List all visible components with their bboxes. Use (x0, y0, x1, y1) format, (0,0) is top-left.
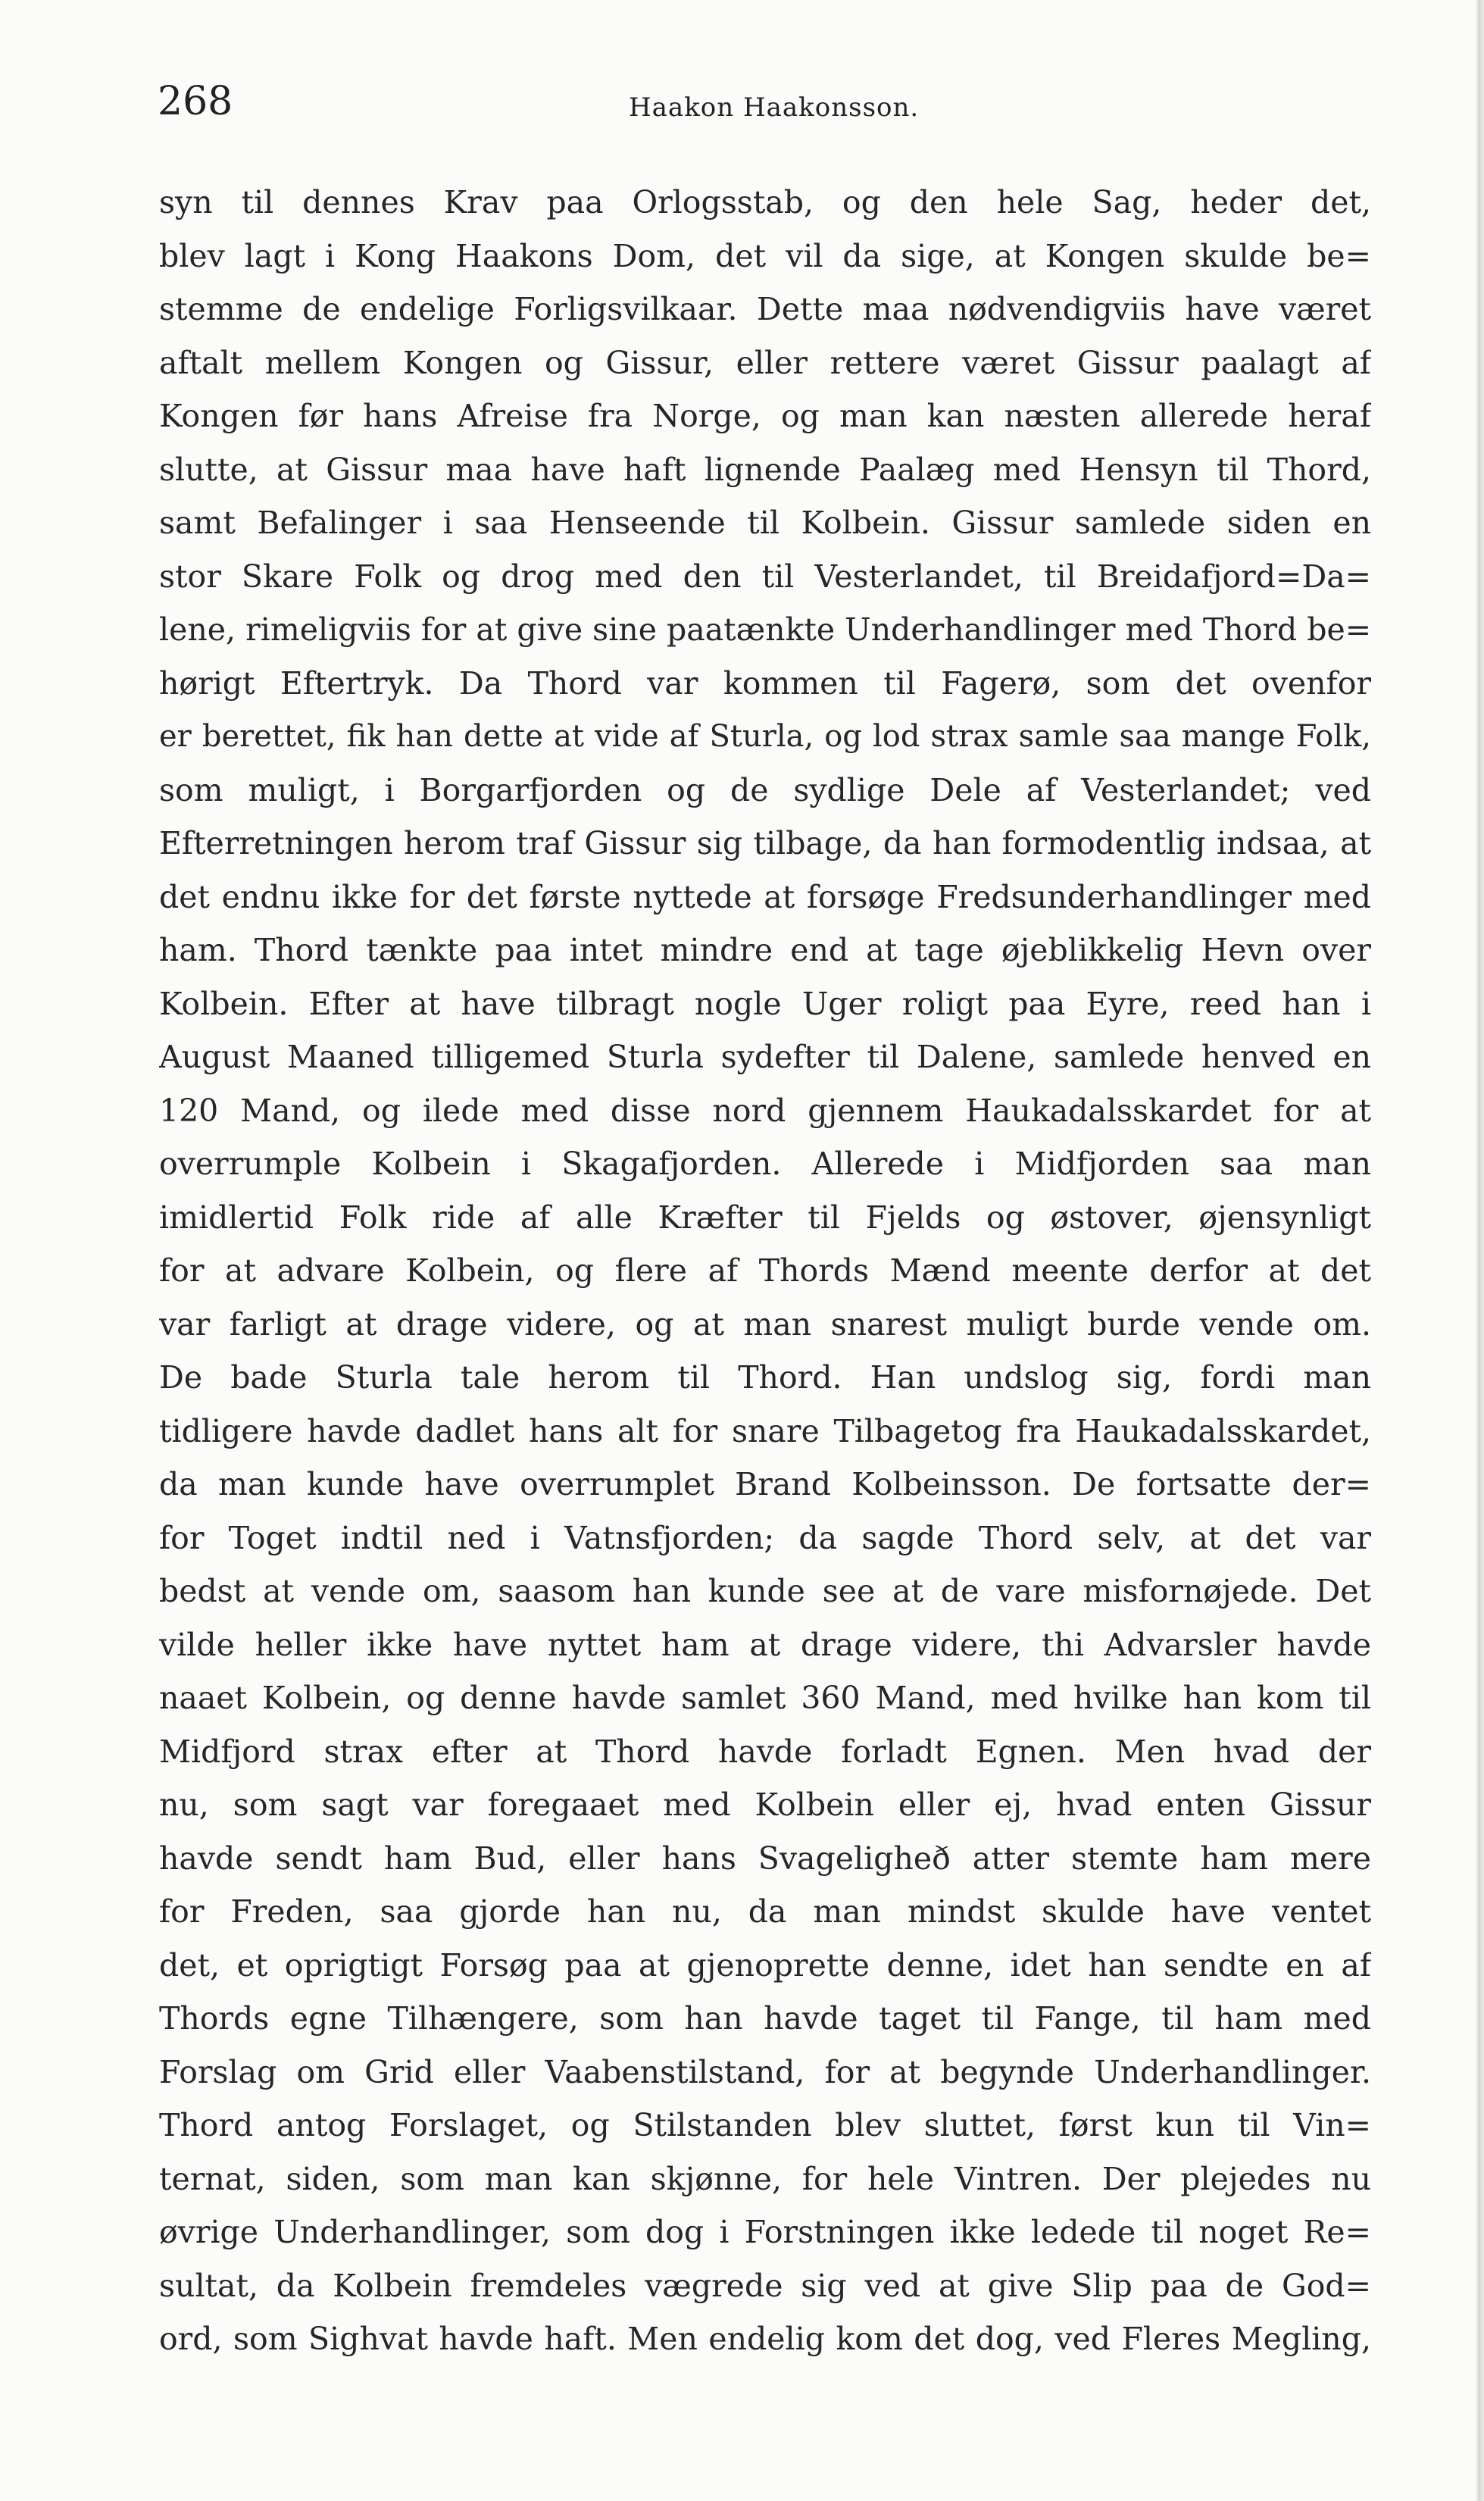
text-line: øvrige Underhandlinger, som dog i Forstningen ikke ledede til noget Re= (159, 2214, 1371, 2250)
text-line: Midfjord strax efter at Thord havde forladt Egnen. Men hvad der (159, 1733, 1371, 1770)
text-line: er berettet, fik han dette at vide af Sturla, og lod strax samle saa mange Folk, (159, 719, 1371, 754)
text-line: De bade Sturla tale herom til Thord. Han undslog sig, fordi man (159, 1359, 1371, 1396)
text-line: aftalt mellem Kongen og Gissur, eller rettere været Gissur paalagt af (159, 344, 1371, 381)
text-line: det, et oprigtigt Forsøg paa at gjenoprette denne, idet han sendte en af (159, 1946, 1371, 1984)
text-line: vilde heller ikke have nyttet ham at drage videre, thi Advarsler havde (159, 1626, 1371, 1663)
text-line: Kolbein. Efter at have tilbragt nogle Uger roligt paa Eyre, reed han i (159, 985, 1371, 1022)
text-line: Kongen før hans Afreise fra Norge, og man kan næsten allerede heraf (159, 398, 1371, 434)
text-line: for at advare Kolbein, og flere af Thords Mænd meente derfor at det (159, 1252, 1371, 1289)
text-line: hørigt Eftertryk. Da Thord var kommen til Fagerø, som det ovenfor (159, 664, 1371, 702)
text-line: Efterretningen herom traf Gissur sig tilbage, da han formodentlig indsaa, at (159, 825, 1371, 861)
text-line: imidlertid Folk ride af alle Kræfter til Fjelds og østover, øjensynligt (159, 1199, 1371, 1236)
text-line: bedst at vende om, saasom han kunde see at de vare misfornøjede. Det (159, 1573, 1371, 1609)
text-line: ham. Thord tænkte paa intet mindre end at tage øjeblikkelig Hevn over (159, 932, 1371, 968)
text-line: blev lagt i Kong Haakons Dom, det vil da sige, at Kongen skulde be= (159, 237, 1371, 274)
text-line: sultat, da Kolbein fremdeles vægrede sig ved at give Slip paa de God= (159, 2267, 1371, 2304)
text-line: det endnu ikke for det første nyttede at forsøge Fredsunderhandlinger med (159, 878, 1371, 915)
page-number: 268 (158, 79, 233, 124)
body-text (159, 176, 1371, 2366)
text-line: Forslag om Grid eller Vaabenstilstand, for at begynde Underhandlinger. (159, 2053, 1371, 2090)
text-line: lene, rimeligviis for at give sine paatænkte Underhandlinger med Thord be= (159, 611, 1371, 648)
text-line: overrumple Kolbein i Skagafjorden. Allerede i Midfjorden saa man (159, 1146, 1371, 1182)
text-line: som muligt, i Borgarfjorden og de sydlige Dele af Vesterlandet; ved (159, 771, 1371, 808)
text-line: tidligere havde dadlet hans alt for snare Tilbagetog fra Haukadalsskardet, (159, 1412, 1371, 1449)
text-line: havde sendt ham Bud, eller hans Svageligheð atter stemte ham mere (159, 1840, 1371, 1877)
text-line: ord, som Sighvat havde haft. Men endelig kom det dog, ved Fleres Megling, (159, 2321, 1371, 2357)
text-line: stor Skare Folk og drog med den til Vesterlandet, til Breidafjord=Da= (159, 558, 1371, 595)
text-line: for Toget indtil ned i Vatnsfjorden; da sagde Thord selv, at det var (159, 1519, 1371, 1556)
text-line: stemme de endelige Forligsvilkaar. Dette maa nødvendigviis have været (159, 291, 1371, 327)
text-line: var farligt at drage videre, og at man snarest muligt burde vende om. (159, 1305, 1371, 1343)
text-line: Thords egne Tilhængere, som han havde taget til Fange, til ham med (159, 2000, 1371, 2037)
text-line: da man kunde have overrumplet Brand Kolbeinsson. De fortsatte der= (159, 1466, 1371, 1502)
text-line: for Freden, saa gjorde han nu, da man mindst skulde have ventet (159, 1893, 1371, 1930)
text-line: ternat, siden, som man kan skjønne, for hele Vintren. Der plejedes nu (159, 2160, 1371, 2197)
text-line: naaet Kolbein, og denne havde samlet 360 Mand, med hvilke han kom til (159, 1680, 1371, 1716)
text-line: nu, som sagt var foregaaet med Kolbein eller ej, hvad enten Gissur (159, 1787, 1371, 1823)
page-edge-shadow (1475, 0, 1484, 2501)
running-head: Haakon Haakonsson. (629, 92, 920, 123)
page-header (158, 79, 1445, 132)
text-line: 120 Mand, og ilede med disse nord gjennem Haukadalsskardet for at (159, 1092, 1371, 1129)
text-line: August Maaned tilligemed Sturla sydefter til Dalene, samlede henved en (159, 1039, 1371, 1075)
text-line: samt Befalinger i saa Henseende til Kolbein. Gissur samlede siden en (159, 505, 1371, 541)
text-line: Thord antog Forslaget, og Stilstanden blev sluttet, først kun til Vin= (159, 2107, 1371, 2143)
text-line: syn til dennes Krav paa Orlogsstab, og den hele Sag, heder det, (159, 184, 1371, 220)
text-line: slutte, at Gissur maa have haft lignende Paalæg med Hensyn til Thord, (159, 451, 1371, 488)
